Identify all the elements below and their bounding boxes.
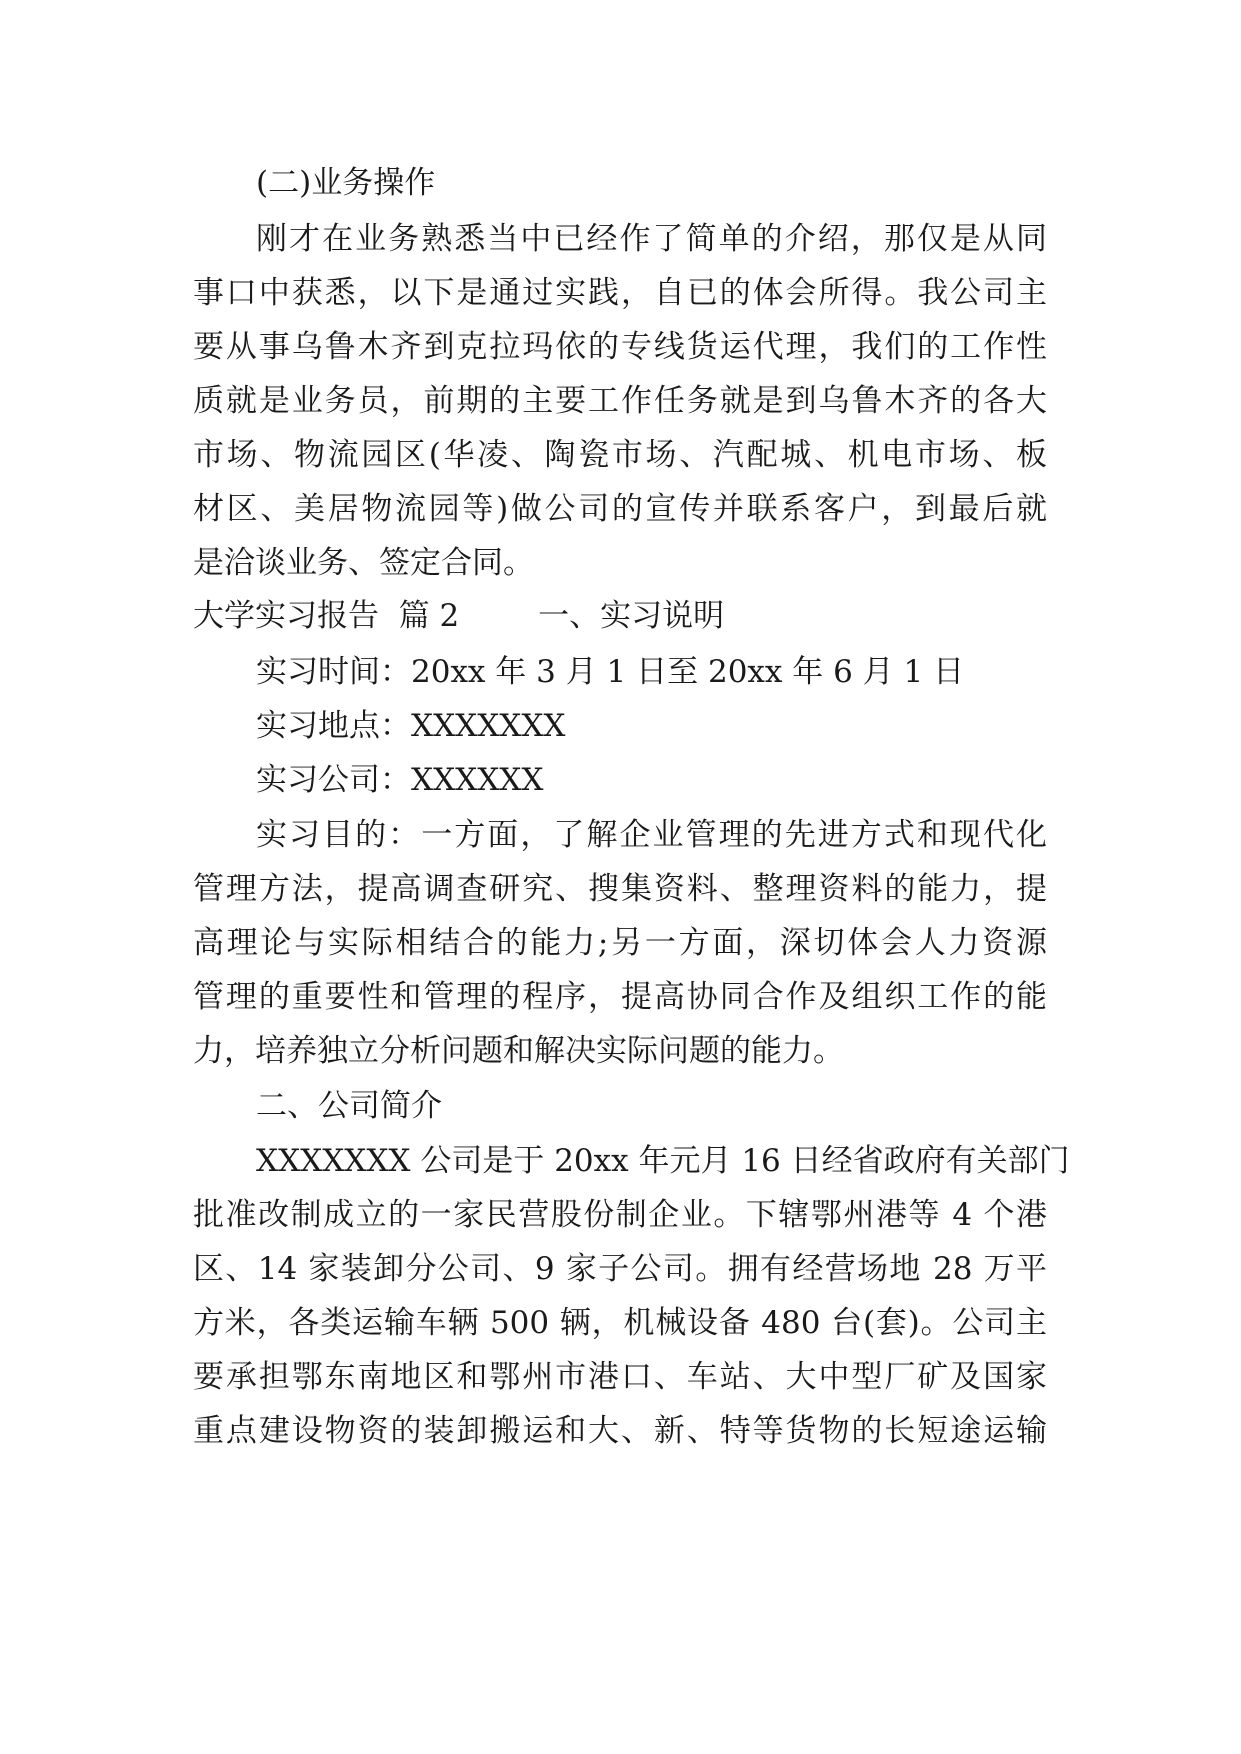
paragraph-line: 力，培养独立分析问题和解决实际问题的能力。 <box>193 1033 844 1069</box>
paragraph-line: 是洽谈业务、签定合同。 <box>193 545 534 581</box>
paragraph-line: 刚才在业务熟悉当中已经作了简单的介绍，那仅是从同 <box>256 221 1047 257</box>
paragraph-line: 区、14 家装卸分公司、9 家子公司。拥有经营场地 28 万平 <box>193 1251 1047 1287</box>
paragraph-line: 管理的重要性和管理的程序，提高协同合作及组织工作的能 <box>193 979 1047 1015</box>
paragraph-line: 市场、物流园区(华凌、陶瓷市场、汽配城、机电市场、板 <box>193 437 1047 473</box>
paragraph-line: 重点建设物资的装卸搬运和大、新、特等货物的长短途运输 <box>193 1413 1047 1449</box>
paragraph-line: 要从事乌鲁木齐到克拉玛依的专线货运代理，我们的工作性 <box>193 329 1047 365</box>
paragraph-line: 批准改制成立的一家民营股份制企业。下辖鄂州港等 4 个港 <box>193 1197 1047 1233</box>
paragraph-line: 管理方法，提高调查研究、搜集资料、整理资料的能力，提 <box>193 871 1047 907</box>
paragraph-line: 质就是业务员，前期的主要工作任务就是到乌鲁木齐的各大 <box>193 383 1047 419</box>
internship-time: 实习时间：20xx 年 3 月 1 日至 20xx 年 6 月 1 日 <box>256 654 965 690</box>
paragraph-line: 高理论与实际相结合的能力;另一方面，深切体会人力资源 <box>193 925 1047 961</box>
paragraph-line: XXXXXXX 公司是于 20xx 年元月 16 日经省政府有关部门 <box>256 1143 1070 1179</box>
paragraph-line: 材区、美居物流园等)做公司的宣传并联系客户，到最后就 <box>193 491 1047 527</box>
section-heading-company-intro: 二、公司简介 <box>256 1088 442 1124</box>
internship-company: 实习公司：XXXXXX <box>256 762 544 798</box>
paragraph-line: 实习目的：一方面，了解企业管理的先进方式和现代化 <box>256 817 1047 853</box>
internship-location: 实习地点：XXXXXXX <box>256 708 566 744</box>
paragraph-line: 事口中获悉，以下是通过实践，自已的体会所得。我公司主 <box>193 275 1047 311</box>
section-heading-business-operation: (二)业务操作 <box>256 165 436 201</box>
paragraph-line: 方米，各类运输车辆 500 辆，机械设备 480 台(套)。公司主 <box>193 1305 1047 1341</box>
report-title-line: 大学实习报告 篇 2 一、实习说明 <box>193 598 725 634</box>
paragraph-line: 要承担鄂东南地区和鄂州市港口、车站、大中型厂矿及国家 <box>193 1359 1047 1395</box>
